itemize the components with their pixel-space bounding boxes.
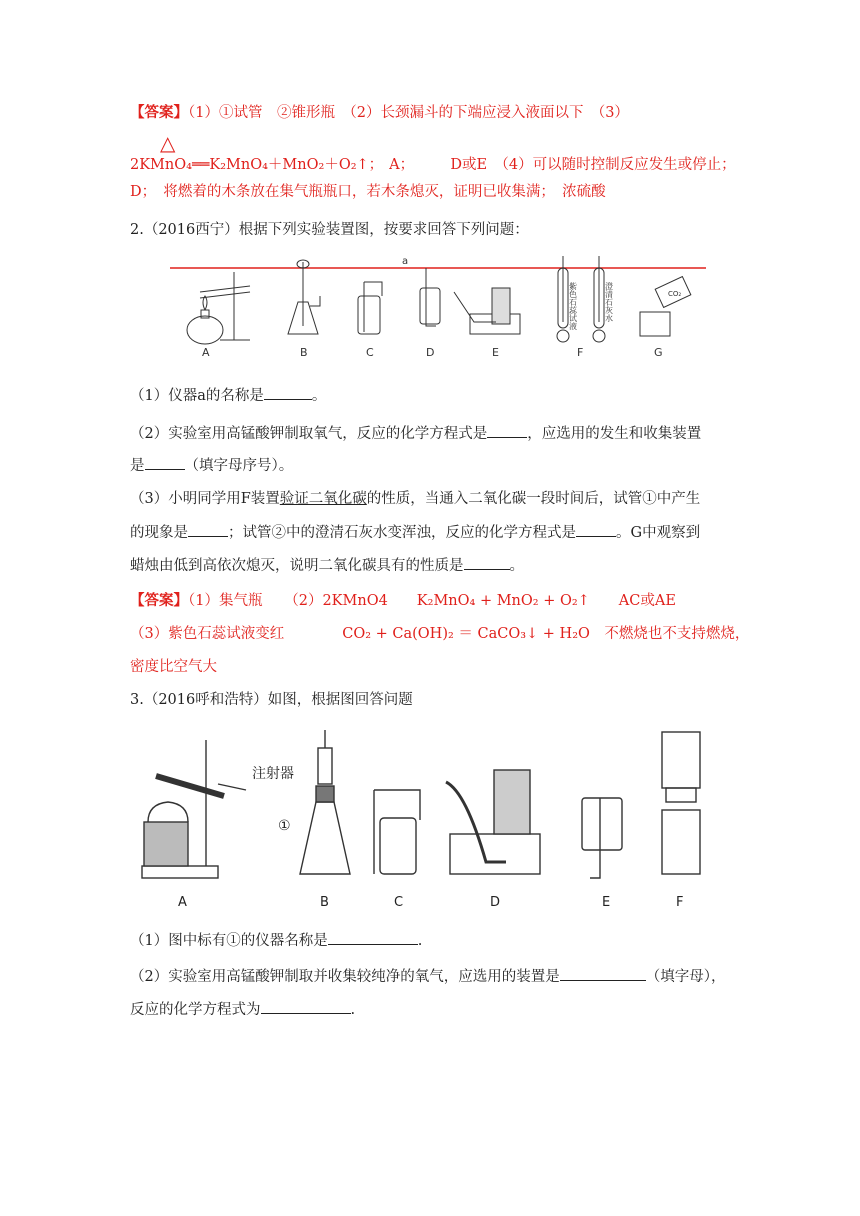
answer-text: （1）①试管 ②锥形瓶 （2）长颈漏斗的下端应浸入液面以下 （3） bbox=[188, 105, 629, 121]
q2-sub3-c-end: 。 bbox=[509, 558, 524, 574]
answer-formula: 2KMnO₄══K₂MnO₄＋MnO₂＋O₂↑； bbox=[130, 157, 384, 173]
answer-blank[interactable] bbox=[576, 522, 616, 537]
q2-sub1 bbox=[130, 385, 326, 406]
q3-sub2-text-c: 反应的化学方程式为 bbox=[130, 1002, 261, 1018]
q2-sub2-text-d: （填字母序号）。 bbox=[184, 458, 294, 474]
answer-blank[interactable] bbox=[188, 522, 228, 537]
q3-sub2-text-a: （2）实验室用高锰酸钾制取并收集较纯净的氧气，应选用的装置是 bbox=[130, 969, 560, 985]
fig-label-B: B bbox=[320, 895, 329, 910]
circle-one-label: ① bbox=[278, 818, 291, 834]
g-co2-label: CO₂ bbox=[668, 290, 682, 298]
q3-sub1-end: . bbox=[417, 933, 423, 949]
q3-sub2-text-d: . bbox=[350, 1002, 356, 1018]
triangle-symbol: △ bbox=[160, 131, 176, 155]
answer-blank[interactable] bbox=[487, 423, 527, 438]
syringe-label: 注射器 bbox=[252, 766, 294, 782]
fig-label-E: E bbox=[492, 346, 499, 359]
fig-label-C: C bbox=[394, 895, 404, 910]
fig-label-E: E bbox=[602, 895, 611, 910]
q3-sub1 bbox=[130, 930, 422, 951]
q2-answer-2 bbox=[130, 624, 749, 644]
q2-sub1-end: 。 bbox=[311, 388, 327, 404]
answer-blank[interactable] bbox=[560, 966, 646, 981]
q2-sub2-cont bbox=[130, 455, 293, 476]
answer-blank[interactable] bbox=[328, 930, 418, 945]
q3-title: 3.（2016呼和浩特）如图，根据图回答问题 bbox=[130, 692, 413, 708]
q2-sub3-underlined: 验证二氧化碳 bbox=[279, 491, 367, 507]
answer-tag: 【答案】 bbox=[130, 104, 188, 121]
fig-label-B: B bbox=[300, 346, 308, 359]
fig-label-D: D bbox=[426, 346, 435, 359]
fig-label-F: F bbox=[577, 346, 584, 359]
svg-text:a: a bbox=[402, 256, 409, 267]
answer-tag: 【答案】 bbox=[130, 592, 188, 609]
answer-text-3: D； 将燃着的木条放在集气瓶瓶口，若木条熄灭，证明已收集满； 浓硫酸 bbox=[130, 184, 606, 200]
q2-title: 2.（2016西宁）根据下列实验装置图，按要求回答下列问题： bbox=[130, 222, 529, 238]
fig-label-A: A bbox=[178, 895, 187, 910]
q3-sub1-text: （1）图中标有①的仪器名称是 bbox=[130, 933, 328, 949]
answer-line-3 bbox=[130, 182, 606, 202]
f-tube1-label: 紫色石蕊试液 bbox=[568, 282, 578, 330]
q2-answer-text-3: 密度比空气大 bbox=[130, 659, 217, 675]
q2-sub3-b-mid: ；试管②中的澄清石灰水变浑浊，反应的化学方程式是 bbox=[228, 525, 576, 541]
q2-sub2 bbox=[130, 423, 701, 444]
q2-sub3-b-pre: 的现象是 bbox=[130, 525, 188, 541]
q2-sub3-cont2 bbox=[130, 555, 524, 576]
q3-sub2-text-b: （填字母）， bbox=[645, 969, 726, 985]
q3-sub2-cont bbox=[130, 999, 355, 1020]
q2-sub2-text-b: ，应选用的发生和收集装置 bbox=[527, 426, 702, 442]
q2-sub1-text: （1）仪器a的名称是 bbox=[130, 388, 264, 404]
answer-line-2 bbox=[130, 155, 736, 175]
q2-sub3-cont1 bbox=[130, 522, 700, 543]
q3-sub2 bbox=[130, 966, 725, 987]
q3-figure bbox=[134, 726, 714, 912]
q3-apparatus-diagram bbox=[134, 726, 714, 912]
q2-sub2-text-a: （2）实验室用高锰酸钾制取氧气，反应的化学方程式是 bbox=[130, 426, 488, 442]
q2-answer-1 bbox=[130, 591, 676, 611]
fig-label-F: F bbox=[676, 895, 684, 910]
q2-answer-3 bbox=[130, 657, 217, 677]
answer-text-2: A； D或E （4）可以随时控制反应发生或停止； bbox=[389, 157, 736, 173]
q2-answer-text-1: （1）集气瓶 （2）2KMnO4 K₂MnO₄ + MnO₂ + O₂↑ AC或AE bbox=[188, 593, 676, 609]
q2-sub3-c-pre: 蜡烛由低到高依次熄灭，说明二氧化碳具有的性质是 bbox=[130, 558, 464, 574]
fig-label-A: A bbox=[202, 346, 210, 359]
q2-sub3-pre: （3）小明同学用F装置 bbox=[130, 491, 280, 507]
q2-answer-text-2: （3）紫色石蕊试液变红 CO₂ + Ca(OH)₂ ＝ CaCO₃↓ + H₂O 不燃烧也不支持燃烧， bbox=[130, 626, 750, 642]
q2-sub3-b-post: 。G中观察到 bbox=[616, 525, 701, 541]
q2-sub3-post: 的性质，当通入二氧化碳一段时间后，试管①中产生 bbox=[366, 491, 701, 507]
fig-label-D: D bbox=[490, 895, 501, 910]
q2-figure bbox=[170, 252, 710, 364]
answer-line-1 bbox=[130, 103, 629, 123]
q2-sub3 bbox=[130, 489, 700, 509]
answer-blank[interactable] bbox=[264, 385, 312, 400]
q2-apparatus-diagram bbox=[170, 252, 710, 364]
f-tube2-label: 澄清石灰水 bbox=[604, 282, 614, 322]
fig-label-C: C bbox=[366, 346, 374, 359]
q2-sub2-text-c: 是 bbox=[130, 458, 145, 474]
answer-blank[interactable] bbox=[464, 555, 510, 570]
fig-label-G: G bbox=[654, 346, 663, 359]
answer-blank[interactable] bbox=[145, 455, 185, 470]
answer-blank[interactable] bbox=[261, 999, 351, 1014]
